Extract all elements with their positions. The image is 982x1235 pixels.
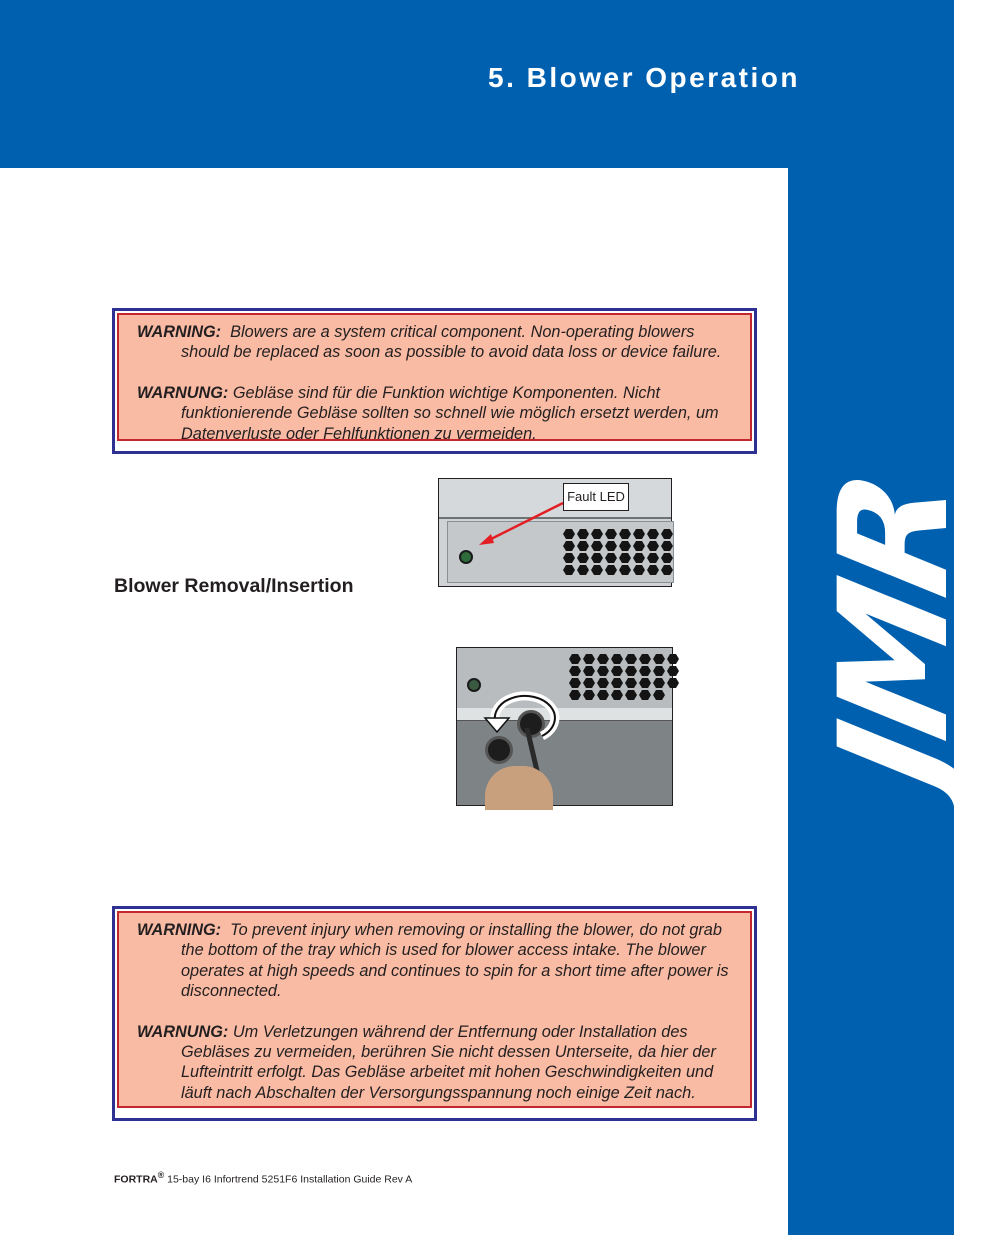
warning-paragraph-en [137, 920, 740, 1002]
page-title: 5. Blower Operation [488, 62, 800, 93]
callout-arrow-icon [439, 479, 673, 588]
warning-paragraph-de [137, 1022, 740, 1104]
hand-image [485, 766, 553, 810]
warning-box-top [112, 308, 757, 454]
fault-led-callout: Fault LED [563, 483, 629, 511]
blower-removal-photo [456, 647, 673, 806]
warnung-text: Gebläse sind für die Funktion wichtige Komponenten. Nicht funktionierende Gebläse sollten so schnell wie möglich ersetzt werden, um Datenverluste oder Fehlfunktionen zu vermeiden. [181, 383, 719, 443]
warning-box-bottom-inner [117, 911, 752, 1108]
section-heading: Blower Removal/Insertion [114, 575, 354, 597]
warning-box-bottom [112, 906, 757, 1121]
page-footer [114, 1170, 412, 1186]
warning-paragraph-en [137, 322, 740, 363]
fault-led-figure [438, 478, 672, 587]
warning-text: To prevent injury when removing or installing the blower, do not grab the bottom of the tray which is used for blower access intake. The blower operates at high speeds and continues to spin for a short time after power is disconnected. [181, 921, 729, 1001]
warnung-text: Um Verletzungen während der Entfernung oder Installation des Gebläses zu vermeiden, berühren Sie nicht dessen Unterseite, da hier der Lufteintritt erfolgt. Das Gebläse arbeitet mit hohen Geschwindigkeiten und läuft nach Abschalten der Versorgungsspannung noch einige Zeit nach. [181, 1022, 716, 1102]
warning-paragraph-de [137, 383, 740, 444]
warnung-label: WARNUNG: [137, 383, 229, 402]
warning-label: WARNING: [137, 323, 222, 341]
footer-text: 15-bay I6 Infortrend 5251F6 Installation Guide Rev A [167, 1173, 413, 1186]
footer-brand: FORTRA [114, 1173, 158, 1186]
warning-box-top-inner [117, 313, 752, 441]
logo-text: JMR [808, 462, 982, 802]
warnung-label: WARNUNG: [137, 1022, 229, 1041]
footer-registered: ® [157, 1170, 165, 1180]
warning-text: Blowers are a system critical component. Non-operating blowers should be replaced as soon as possible to avoid data loss or device failure. [181, 323, 722, 362]
warning-label: WARNING: [137, 921, 222, 939]
